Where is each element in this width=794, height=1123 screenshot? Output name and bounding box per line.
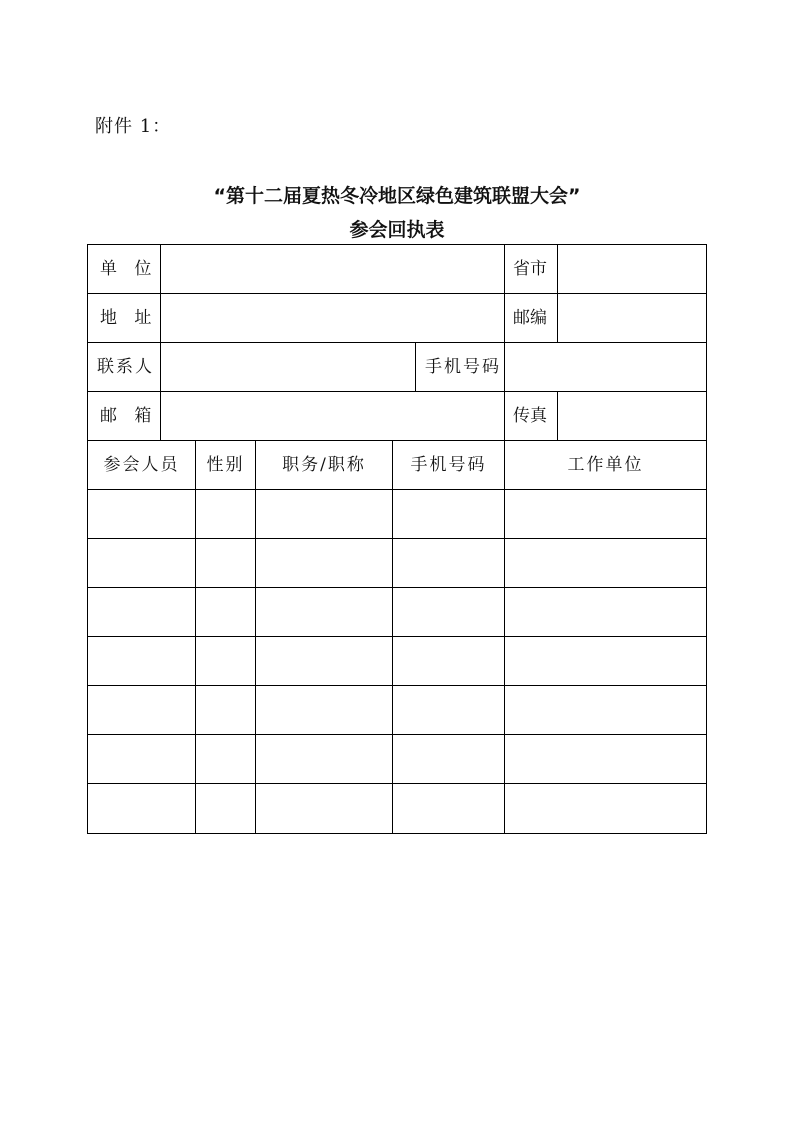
address-label: 地 址: [100, 308, 158, 328]
unit-field[interactable]: [162, 245, 503, 292]
province-city-label: 省市: [513, 259, 547, 279]
table-col-divider: [504, 342, 505, 391]
table-col-divider: [557, 244, 558, 342]
table-border-bottom: [87, 833, 707, 834]
province-city-field[interactable]: [559, 245, 705, 292]
table-col-divider: [160, 244, 161, 440]
workplace-header: 工作单位: [567, 455, 644, 475]
participant-row[interactable]: [88, 588, 706, 636]
participant-name-header: 参会人员: [103, 455, 180, 475]
participant-row[interactable]: [88, 686, 706, 734]
table-col-divider: [504, 244, 505, 342]
table-col-divider: [504, 391, 505, 440]
fax-label: 传真: [513, 406, 547, 426]
participant-mobile-header: 手机号码: [410, 455, 487, 475]
participant-row[interactable]: [88, 637, 706, 685]
position-title-header: 职务/职称: [282, 455, 366, 475]
form-subtitle: 参会回执表: [349, 219, 445, 241]
table-border-right: [706, 244, 707, 834]
address-field[interactable]: [162, 294, 503, 341]
participant-row[interactable]: [88, 539, 706, 587]
participant-row[interactable]: [88, 490, 706, 538]
postcode-label: 邮编: [513, 308, 547, 328]
contact-label: 联系人: [97, 357, 154, 377]
participant-row[interactable]: [88, 784, 706, 833]
contact-field[interactable]: [162, 343, 414, 390]
table-row-divider: [87, 440, 707, 441]
table-col-divider: [415, 342, 416, 391]
registration-form-table: [87, 244, 707, 834]
contact-mobile-field[interactable]: [506, 343, 705, 390]
unit-label: 单 位: [100, 259, 158, 279]
email-field[interactable]: [162, 392, 503, 439]
form-title: “第十二届夏热冬冷地区绿色建筑联盟大会”: [213, 185, 581, 207]
gender-header: 性别: [206, 455, 245, 475]
contact-mobile-label: 手机号码: [425, 357, 501, 377]
email-label: 邮 箱: [100, 406, 158, 426]
fax-field[interactable]: [559, 392, 705, 439]
postcode-field[interactable]: [559, 294, 705, 341]
participant-row[interactable]: [88, 735, 706, 783]
table-col-divider: [557, 391, 558, 440]
attachment-label: 附件 1：: [95, 116, 172, 137]
